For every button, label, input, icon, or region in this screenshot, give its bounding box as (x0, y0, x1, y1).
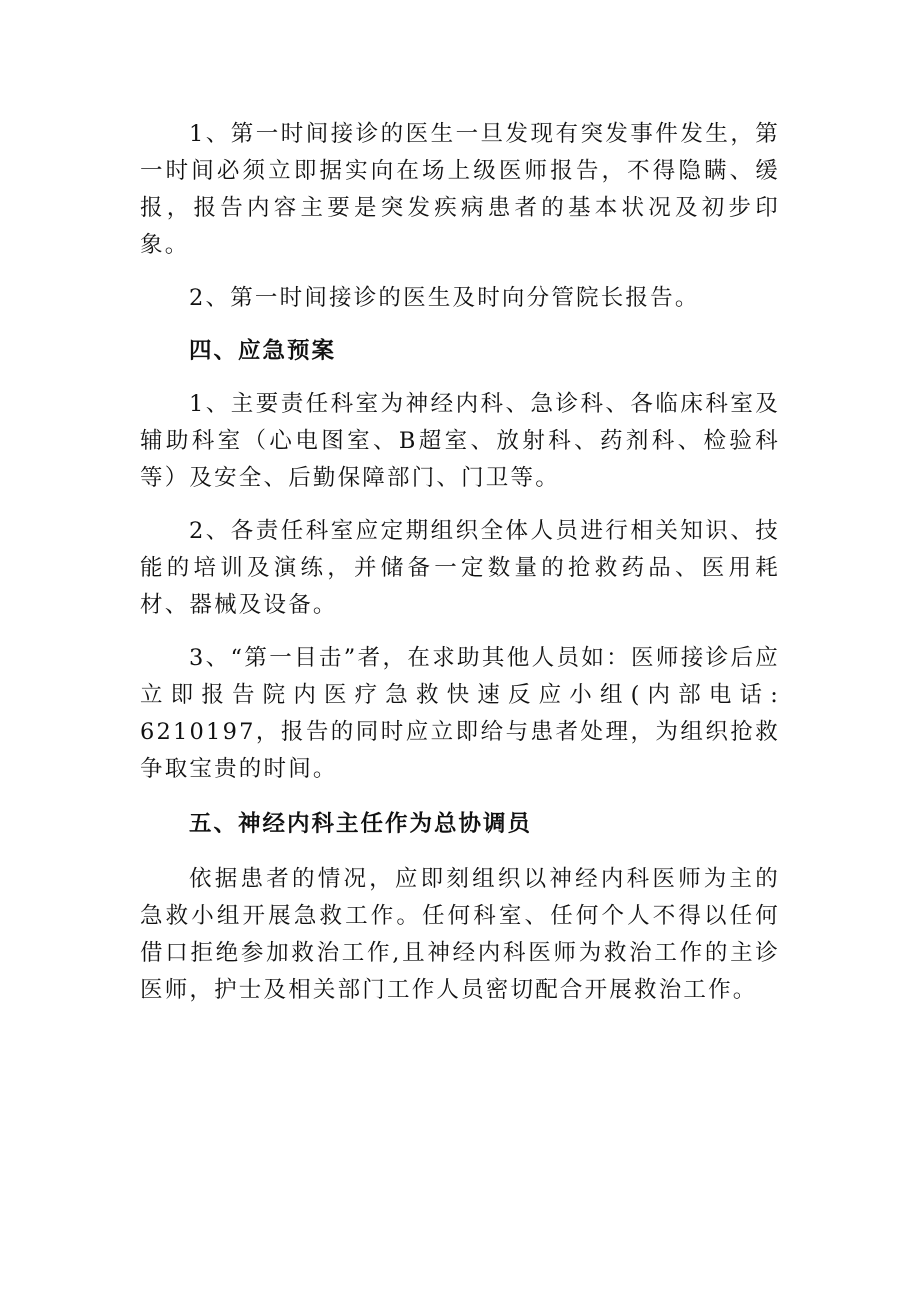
section-heading-coordinator: 五、神经内科主任作为总协调员 (189, 811, 533, 837)
document-body (140, 116, 780, 1009)
paragraph-report-vice-president: 2、第一时间接诊的医生及时向分管院长报告。 (189, 285, 700, 311)
section-heading-emergency-plan: 四、应急预案 (189, 338, 337, 364)
paragraph-responsible-departments: 1、主要责任科室为神经内科、急诊科、各临床科室及辅助科室（心电图室、B超室、放射科、药剂科、检验科等）及安全、后勤保障部门、门卫等。 (140, 391, 780, 491)
paragraph-training-and-supplies: 2、各责任科室应定期组织全体人员进行相关知识、技能的培训及演练，并储备一定数量的抢救药品、医用耗材、器械及设备。 (140, 518, 780, 618)
paragraph-first-witness: 3、“第一目击”者，在求助其他人员如：医师接诊后应立即报告院内医疗急救快速反应小组(内部电话: 6210197，报告的同时应立即给与患者处理，为组织抢救争取宝贵的时间。 (140, 645, 780, 782)
paragraph-rescue-team: 依据患者的情况，应即刻组织以神经内科医师为主的急救小组开展急救工作。任何科室、任何个人不得以任何借口拒绝参加救治工作,且神经内科医师为救治工作的主诊医师，护士及相关部门工作人员密切配合开展救治工作。 (140, 866, 780, 1003)
paragraph-report-first-doctor: 1、第一时间接诊的医生一旦发现有突发事件发生，第一时间必须立即据实向在场上级医师报告，不得隐瞒、缓报，报告内容主要是突发疾病患者的基本状况及初步印象。 (140, 121, 780, 258)
